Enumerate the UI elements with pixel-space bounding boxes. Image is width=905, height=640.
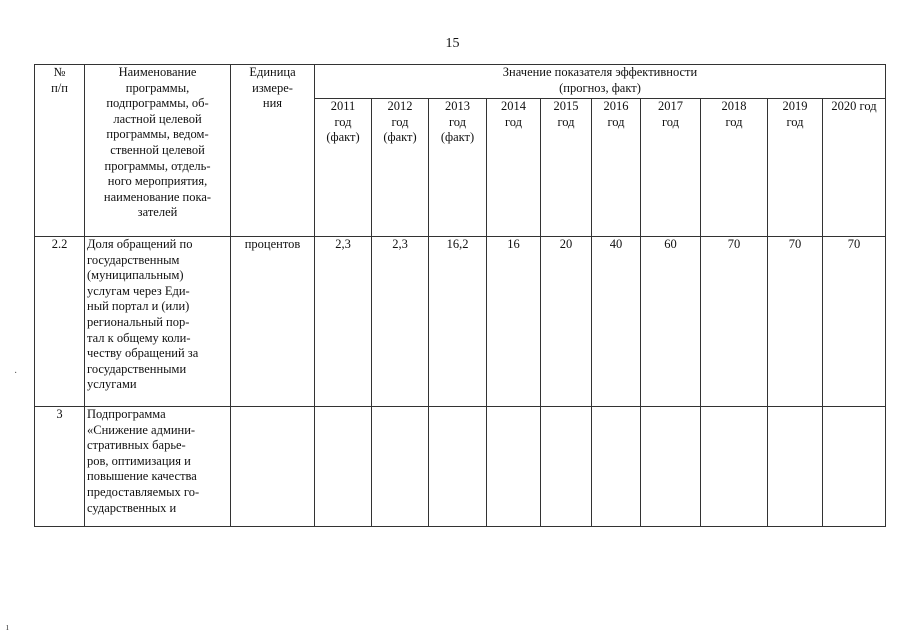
header-year-2017: 2017 год <box>641 99 701 237</box>
header-year-2012: 2012 год (факт) <box>372 99 429 237</box>
value-2019 <box>768 407 823 527</box>
row-unit: процентов <box>231 237 315 407</box>
value-2013 <box>429 407 487 527</box>
table-row <box>35 407 886 527</box>
value-2012: 2,3 <box>372 237 429 407</box>
value-2018 <box>701 407 768 527</box>
value-2019: 70 <box>768 237 823 407</box>
value-2017 <box>641 407 701 527</box>
value-2016 <box>592 407 641 527</box>
value-2015: 20 <box>541 237 592 407</box>
header-year-2015: 2015 год <box>541 99 592 237</box>
header-year-2013: 2013 год (факт) <box>429 99 487 237</box>
value-2014: 16 <box>487 237 541 407</box>
header-year-2011: 2011 год (факт) <box>315 99 372 237</box>
header-unit: Единица измере- ния <box>231 65 315 237</box>
header-year-2014: 2014 год <box>487 99 541 237</box>
value-2014 <box>487 407 541 527</box>
page-number: 15 <box>445 36 460 51</box>
row-name: Подпрограмма «Снижение админи- стративных барье- ров, оптимизация и повышение качества предоставляемых го- сударственных и <box>85 407 231 527</box>
value-2017: 60 <box>641 237 701 407</box>
header-year-2018: 2018 год <box>701 99 768 237</box>
header-year-2016: 2016 год <box>592 99 641 237</box>
value-2012 <box>372 407 429 527</box>
value-2020: 70 <box>823 237 886 407</box>
header-num: № п/п <box>35 65 85 237</box>
row-unit <box>231 407 315 527</box>
header-name: Наименование программы, подпрограммы, об- ластной целевой программы, ведом- ственной целевой программы, отдель- ного мероприятия, наименование пока- зателей <box>85 65 231 237</box>
value-2020 <box>823 407 886 527</box>
scan-speck: · <box>14 368 18 379</box>
value-2011: 2,3 <box>315 237 372 407</box>
value-2011 <box>315 407 372 527</box>
row-num: 3 <box>35 407 85 527</box>
header-year-2019: 2019 год <box>768 99 823 237</box>
row-num: 2.2 <box>35 237 85 407</box>
value-2018: 70 <box>701 237 768 407</box>
scan-speck: ı <box>6 622 9 633</box>
row-name: Доля обращений по государственным (муниципальным) услугам через Еди- ный портал и (или) региональный пор- тал к общему коли- честву обращений за государственными услугами <box>85 237 231 407</box>
value-2015 <box>541 407 592 527</box>
indicator-table <box>34 64 886 527</box>
value-2016: 40 <box>592 237 641 407</box>
value-2013: 16,2 <box>429 237 487 407</box>
header-year-2020: 2020 год <box>823 99 886 237</box>
header-value-title: Значение показателя эффективности (прогноз, факт) <box>315 65 886 99</box>
table-row <box>35 237 886 407</box>
